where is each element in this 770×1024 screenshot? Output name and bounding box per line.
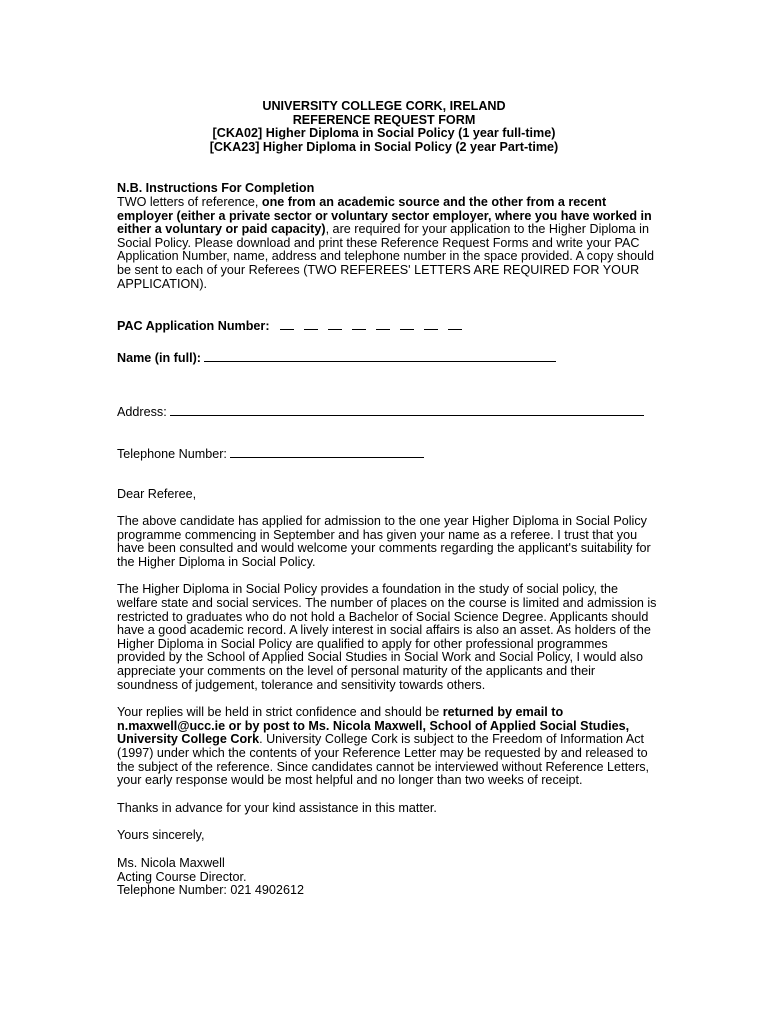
- name-field: [117, 350, 657, 366]
- pac-digit-blank[interactable]: [448, 318, 462, 330]
- address-field: [117, 404, 657, 420]
- letter-paragraph-1: The above candidate has applied for admission to the one year Higher Diploma in Social Policy programme commencing in September and has given your name as a referee. I trust that you have been consulted and would welcome your comments regarding the applicant's suitability for the Higher Diploma in Social Policy.: [117, 514, 651, 569]
- course-full-time: [CKA02] Higher Diploma in Social Policy (1 year full-time): [212, 126, 556, 141]
- pac-digit-blank[interactable]: [280, 318, 294, 330]
- pac-digit-blank[interactable]: [376, 318, 390, 330]
- pac-digit-blank[interactable]: [304, 318, 318, 330]
- course-part-time: [CKA23] Higher Diploma in Social Policy (2 year Part-time): [209, 139, 559, 154]
- salutation: Dear Referee,: [117, 486, 197, 501]
- paragraph-3-part3: . University College Cork is subject to the Freedom of Information Act (1997) under which the contents of your Reference Letter may be requested by and released to the subject of the reference. Since candidates cannot be interviewed without Reference Letters, your early response would be most helpful and no longer than two weeks of receipt.: [117, 732, 650, 788]
- instructions-text-bold: one from an academic source and the other from a recent employer (either a private sector or voluntary sector employer, where you have worked in either a voluntary or paid capacity): [117, 194, 652, 237]
- telephone-label: Telephone Number:: [117, 446, 227, 461]
- paragraph-3-part1: Your replies will be held in strict confidence and should be: [117, 705, 443, 720]
- instructions-title: N.B. Instructions For Completion: [117, 181, 315, 196]
- address-label: Address:: [117, 405, 167, 420]
- instructions-text-part3: , are required for your application to the Higher Diploma in Social Policy. Please download and print these Reference Request Forms and write your PAC Application Number, name, address and telephone number in the space provided. A copy should be sent to each of your Referees (TWO REFEREES' LETTERS ARE REQUIRED FOR YOUR APPLICATION).: [117, 222, 654, 291]
- form-title: REFERENCE REQUEST FORM: [292, 112, 476, 127]
- letter-paragraph-2: The Higher Diploma in Social Policy provides a foundation in the study of social policy, the welfare state and social services. The number of places on the course is limited and admission is restricted to graduates who do not hold a Bachelor of Social Science Degree. Applicants should have a good academic record. A lively interest in social affairs is also an asset. As holders of the Higher Diploma in Social Policy are qualified to apply for other professional programmes provided by the School of Applied Social Studies in Social Work and Social Policy, I would also appreciate your comments on the level of personal maturity of the applicants and their soundness of judgement, tolerance and sensitivity towards others.: [117, 582, 657, 692]
- return-instructions: returned by email to n.maxwell@ucc.ie or by post to Ms. Nicola Maxwell, School of Applied Social Studies, University College Cork: [117, 705, 630, 747]
- telephone-field: [117, 446, 657, 462]
- pac-number-field: [117, 318, 657, 334]
- telephone-input-line[interactable]: [230, 446, 424, 458]
- form-header: [111, 100, 657, 154]
- name-input-line[interactable]: [204, 350, 556, 362]
- pac-number-label: PAC Application Number:: [117, 319, 270, 334]
- pac-digit-blank[interactable]: [400, 318, 414, 330]
- letter-paragraph-3: [117, 706, 657, 788]
- instructions-text-part1: TWO letters of reference,: [117, 194, 262, 209]
- closing-line: Yours sincerely,: [117, 828, 205, 843]
- address-input-line[interactable]: [170, 404, 644, 416]
- signature-title: Acting Course Director.: [117, 869, 247, 884]
- pac-digit-blank[interactable]: [328, 318, 342, 330]
- university-name: UNIVERSITY COLLEGE CORK, IRELAND: [262, 99, 506, 113]
- document-content: [117, 100, 657, 898]
- pac-digit-blank[interactable]: [424, 318, 438, 330]
- signature-name: Ms. Nicola Maxwell: [117, 855, 225, 870]
- name-label: Name (in full):: [117, 350, 201, 365]
- signature-phone: Telephone Number: 021 4902612: [117, 883, 304, 898]
- pac-digit-blank[interactable]: [352, 318, 366, 330]
- instructions-text: [117, 196, 657, 291]
- thanks-line: Thanks in advance for your kind assistance in this matter.: [117, 800, 437, 815]
